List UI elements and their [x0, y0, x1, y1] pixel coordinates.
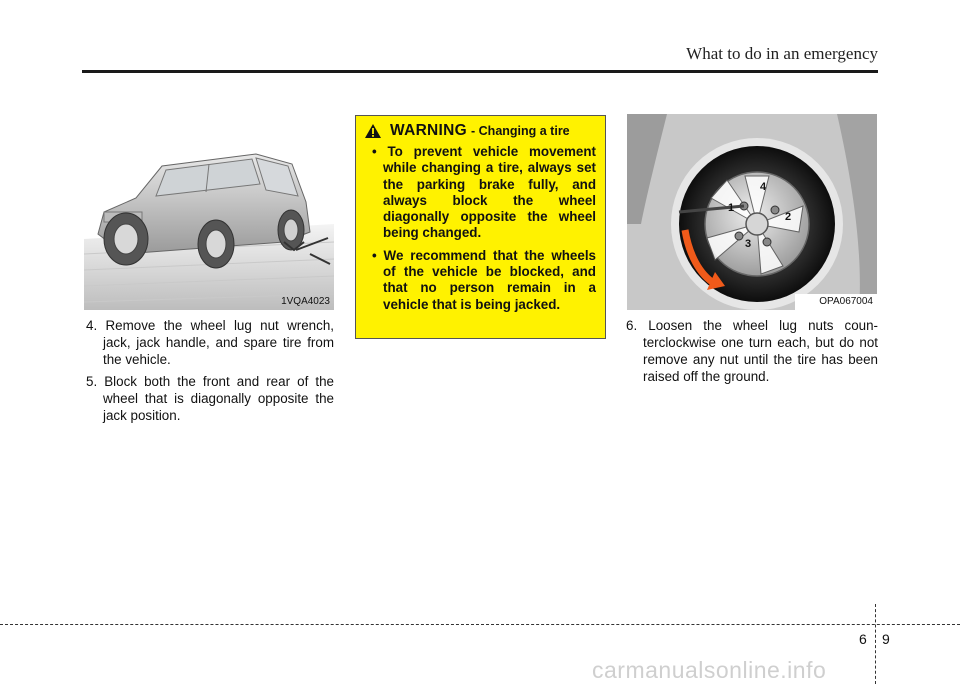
- car-jack-figure: [84, 114, 334, 310]
- figure-code: 1VQA4023: [281, 296, 330, 307]
- warning-triangle-icon: [364, 123, 382, 139]
- page-number-divider: [875, 604, 876, 684]
- page-number: 9: [882, 631, 890, 647]
- nut-label-1: 1: [728, 202, 735, 214]
- footer-rule: [0, 624, 960, 625]
- nut-label-2: 2: [785, 211, 792, 223]
- warning-item: • To prevent vehicle movement while changing a tire, always set the parking brake fully, and always block the wheel diagonally opposite the wheel being changed.: [372, 144, 596, 241]
- wheel-lugnut-figure: [627, 114, 877, 310]
- section-title: What to do in an emergency: [686, 44, 878, 63]
- car-jack-illustration: [84, 114, 334, 310]
- nut-label-3: 3: [745, 238, 752, 250]
- header-rule: [82, 70, 878, 73]
- step-5: 5. Block both the front and rear of the wheel that is diagonally opposite the jack position.: [86, 374, 334, 423]
- chapter-number: 6: [859, 631, 867, 647]
- warning-list: [356, 144, 605, 313]
- wheel-illustration: [627, 114, 877, 310]
- warning-box: [355, 115, 606, 339]
- warning-title: WARNING: [390, 122, 468, 139]
- warning-item: • We recommend that the wheels of the vehicle be blocked, and that no person remain in a vehicle that is being jacked.: [372, 247, 596, 312]
- warning-header: [364, 122, 605, 140]
- step-6: 6. Loosen the wheel lug nuts coun-terclockwise one turn each, but do not remove any nut until the tire has been raised off the ground.: [626, 318, 878, 384]
- watermark: carmanualsonline.info: [592, 657, 827, 683]
- steps-left: [86, 317, 334, 429]
- steps-right: [626, 317, 878, 390]
- step-4: 4. Remove the wheel lug nut wrench, jack, jack handle, and spare tire from the vehicle.: [86, 318, 334, 367]
- warning-subtitle: - Changing a tire: [471, 124, 570, 138]
- figure-code: OPA067004: [819, 296, 873, 307]
- nut-label-4: 4: [760, 181, 767, 193]
